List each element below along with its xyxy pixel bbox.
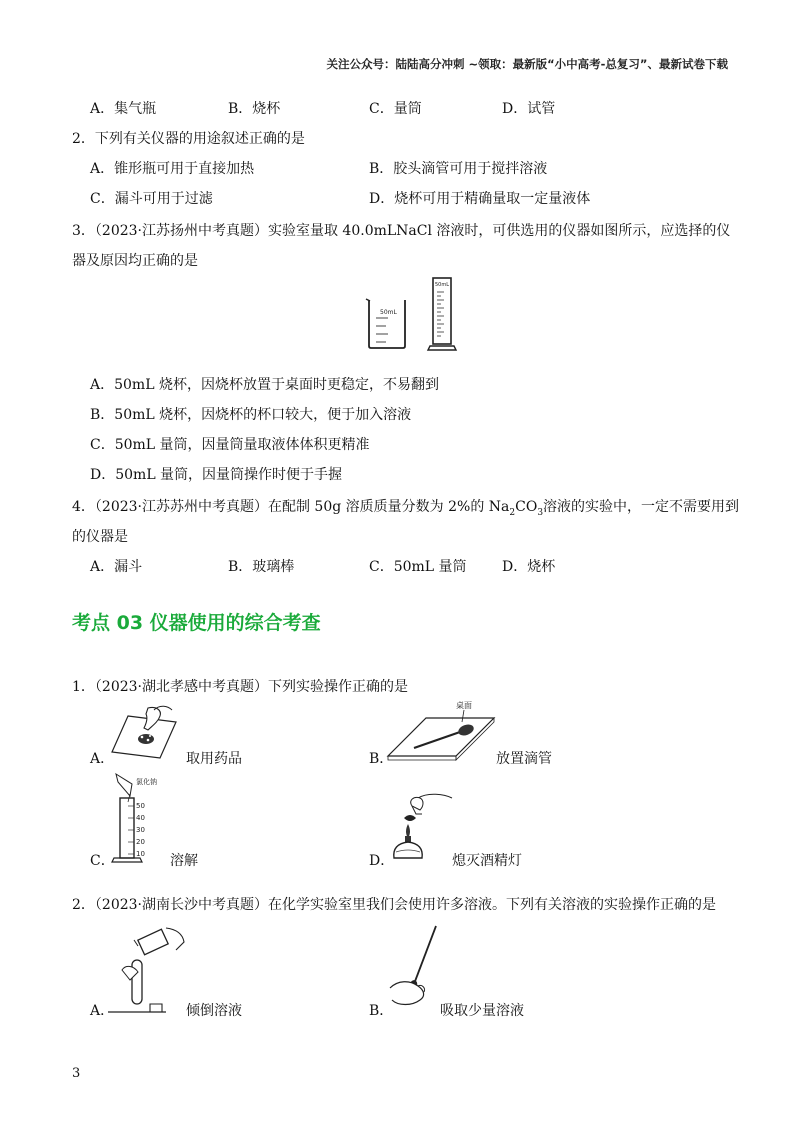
q4-option-a: A．漏斗	[90, 559, 143, 575]
page-header: 关注公众号：陆陆高分冲刺 ~领取：最新版“小中高考-总复习”、最新试卷下载	[326, 57, 728, 71]
prev-option-c: C．量筒	[369, 101, 422, 117]
s1-option-d-text: 熄灭酒精灯	[452, 853, 522, 869]
s1-stem: 1．（2023·湖北孝感中考真题）下列实验操作正确的是	[72, 679, 408, 695]
q3-beaker-label: 50mL	[380, 309, 397, 316]
s1-option-c-letter: C．	[90, 853, 115, 869]
q2-stem: 2．下列有关仪器的用途叙述正确的是	[72, 131, 305, 147]
s2-option-a-text: 倾倒溶液	[186, 1003, 242, 1019]
s1-option-d-letter: D．	[369, 853, 395, 869]
q3-stem-line1: 3．（2023·江苏扬州中考真题）实验室量取 40.0mLNaCl 溶液时，可供选用的仪器如图所示，应选择的仪	[72, 223, 731, 239]
prev-option-d: D．试管	[502, 101, 556, 117]
s1-fig-b-dropper-on-table	[386, 700, 496, 762]
svg-text:10: 10	[136, 850, 145, 858]
q4-stem-line2: 的仪器是	[72, 529, 128, 545]
q3-option-b: B．50mL 烧杯，因烧杯的杯口较大，便于加入溶液	[90, 407, 412, 423]
svg-text:20: 20	[136, 838, 145, 846]
s1-option-c-text: 溶解	[170, 853, 198, 869]
s1-option-b-letter: B．	[369, 751, 394, 767]
svg-text:30: 30	[136, 826, 145, 834]
section-title: 考点 03 仪器使用的综合考查	[72, 612, 321, 634]
s1-option-a-text: 取用药品	[186, 751, 242, 767]
s2-option-a-letter: A．	[90, 1003, 115, 1019]
q3-option-a: A．50mL 烧杯，因烧杯放置于桌面时更稳定，不易翻到	[90, 377, 439, 393]
s1-fig-c-label: 氯化钠	[136, 778, 157, 786]
s2-stem: 2．（2023·湖南长沙中考真题）在化学实验室里我们会使用许多溶液。下列有关溶液的实验操作正确的是	[72, 897, 716, 913]
q2-option-c: C．漏斗可用于过滤	[90, 191, 213, 207]
q4-option-b: B．玻璃棒	[228, 559, 295, 575]
svg-text:50: 50	[136, 802, 145, 810]
q3-cylinder-figure	[428, 276, 458, 352]
q2-option-d: D．烧杯可用于精确量取一定量液体	[369, 191, 591, 207]
s2-option-b-text: 吸取少量溶液	[440, 1003, 524, 1019]
q2-option-a: A．锥形瓶可用于直接加热	[90, 161, 255, 177]
q2-option-b: B．胶头滴管可用于搅拌溶液	[369, 161, 548, 177]
svg-text:40: 40	[136, 814, 145, 822]
q3-beaker-figure	[366, 296, 408, 350]
q3-option-d: D．50mL 量筒，因量筒操作时便于手握	[90, 467, 343, 483]
page-number: 3	[72, 1066, 81, 1081]
s1-fig-d-alcohol-lamp	[388, 792, 458, 866]
s2-option-b-letter: B．	[369, 1003, 394, 1019]
s1-option-a-letter: A．	[90, 751, 115, 767]
q4-stem-line1: 4．（2023·江苏苏州中考真题）在配制 50g 溶质质量分数为 2%的 $Na_2CO_3$溶液的实验中，一定不需要用到	[72, 499, 740, 518]
prev-option-b: B．烧杯	[228, 101, 281, 117]
q3-option-c: C．50mL 量筒，因量筒量取液体体积更精准	[90, 437, 370, 453]
prev-option-a: A．集气瓶	[90, 101, 157, 117]
s1-fig-a-hand-taking-chemical	[112, 706, 182, 760]
q3-cylinder-label: 50mL	[435, 282, 450, 288]
s2-fig-a-pouring-solution	[104, 920, 188, 1016]
q3-stem-line2: 器及原因均正确的是	[72, 253, 198, 269]
q4-option-d: D．烧杯	[502, 559, 556, 575]
s1-option-b-text: 放置滴管	[496, 751, 552, 767]
s1-fig-b-label: 桌面	[456, 701, 472, 710]
q4-option-c: C．50mL 量筒	[369, 559, 467, 575]
